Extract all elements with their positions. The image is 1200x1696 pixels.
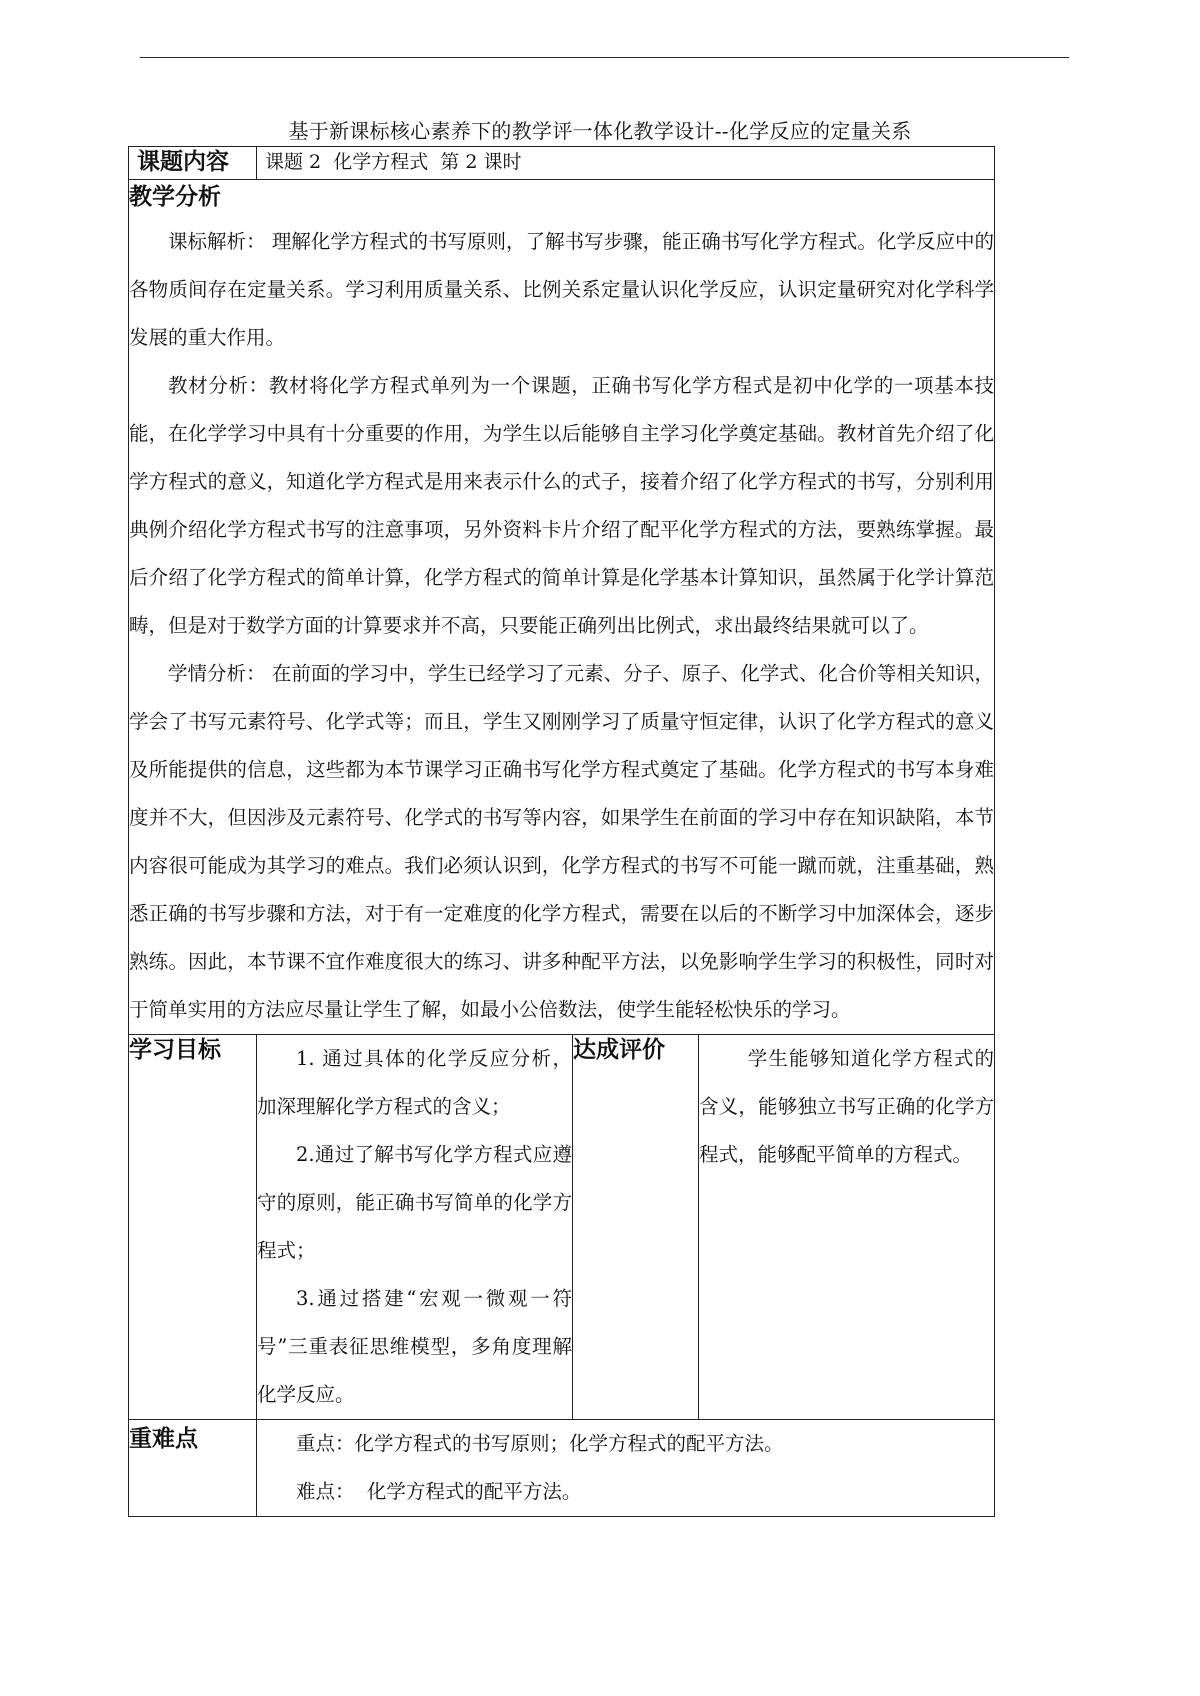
goals-label: 学习目标 [129, 1037, 221, 1063]
key-points-row [129, 1420, 995, 1517]
topic-value-cell [257, 147, 995, 180]
key-points-label-cell [129, 1420, 257, 1517]
topic-label-cell [129, 147, 257, 180]
topic-label: 课题内容 [137, 149, 229, 175]
goal-item: 3.通过搭建“宏观一微观一符号”三重表征思维模型，多角度理解化学反应。 [257, 1287, 572, 1406]
evaluation-text: 学生能够知道化学方程式的含义，能够独立书写正确的化学方程式，能够配平简单的方程式。 [699, 1047, 995, 1166]
goal-item: 2.通过了解书写化学方程式应遵守的原则，能正确书写简单的化学方程式； [257, 1143, 572, 1262]
analysis-heading: 教学分析 [129, 184, 221, 210]
analysis-row [129, 180, 995, 1035]
document-title: 基于新课标核心素养下的教学评一体化教学设计--化学反应的定量关系 [288, 119, 912, 143]
header-rule [140, 57, 1069, 58]
analysis-cell [129, 180, 995, 1035]
lesson-plan-table [128, 146, 995, 1517]
difficulty-text: 难点： 化学方程式的配平方法。 [296, 1480, 582, 1503]
evaluation-label: 达成评价 [573, 1037, 665, 1063]
topic-value: 课题 2 化学方程式 第 2 课时 [265, 151, 522, 173]
topic-row [129, 147, 995, 180]
goals-label-cell [129, 1035, 257, 1420]
goals-row [129, 1035, 995, 1420]
goals-cell [257, 1035, 573, 1420]
textbook-analysis-paragraph: 教材分析：教材将化学方程式单列为一个课题，正确书写化学方程式是初中化学的一项基本技能，在化学学习中具有十分重要的作用，为学生以后能够自主学习化学奠定基础。教材首先介绍了化学方程式的意义，知道化学方程式是用来表示什么的式子，接着介绍了化学方程式的书写，分别利用典例介绍化学方程式书写的注意事项，另外资料卡片介绍了配平化学方程式的方法，要熟练掌握。最后介绍了化学方程式的简单计算，化学方程式的简单计算是化学基本计算知识，虽然属于化学计算范畴，但是对于数学方面的计算要求并不高，只要能正确列出比例式，求出最终结果就可以了。 [129, 374, 995, 637]
key-points-label: 重难点 [129, 1426, 198, 1452]
evaluation-label-cell [573, 1035, 699, 1420]
key-points-cell [257, 1420, 995, 1517]
student-analysis-paragraph: 学情分析： 在前面的学习中，学生已经学习了元素、分子、原子、化学式、化合价等相关知识，学会了书写元素符号、化学式等；而且，学生又刚刚学习了质量守恒定律，认识了化学方程式的意义及所能提供的信息，这些都为本节课学习正确书写化学方程式奠定了基础。化学方程式的书写本身难度并不大，但因涉及元素符号、化学式的书写等内容，如果学生在前面的学习中存在知识缺陷，本节内容很可能成为其学习的难点。我们必须认识到，化学方程式的书写不可能一蹴而就，注重基础，熟悉正确的书写步骤和方法，对于有一定难度的化学方程式，需要在以后的不断学习中加深体会，逐步熟练。因此，本节课不宜作难度很大的练习、讲多种配平方法，以免影响学生学习的积极性，同时对于简单实用的方法应尽量让学生了解，如最小公倍数法，使学生能轻松快乐的学习。 [129, 662, 995, 1021]
evaluation-cell [699, 1035, 995, 1420]
key-point-text: 重点：化学方程式的书写原则；化学方程式的配平方法。 [296, 1432, 784, 1455]
curriculum-analysis-paragraph: 课标解析： 理解化学方程式的书写原则，了解书写步骤，能正确书写化学方程式。化学反应中的各物质间存在定量关系。学习利用质量关系、比例关系定量认识化学反应，认识定量研究对化学科学发展的重大作用。 [129, 230, 995, 349]
goal-item: 1. 通过具体的化学反应分析，加深理解化学方程式的含义； [257, 1047, 572, 1118]
